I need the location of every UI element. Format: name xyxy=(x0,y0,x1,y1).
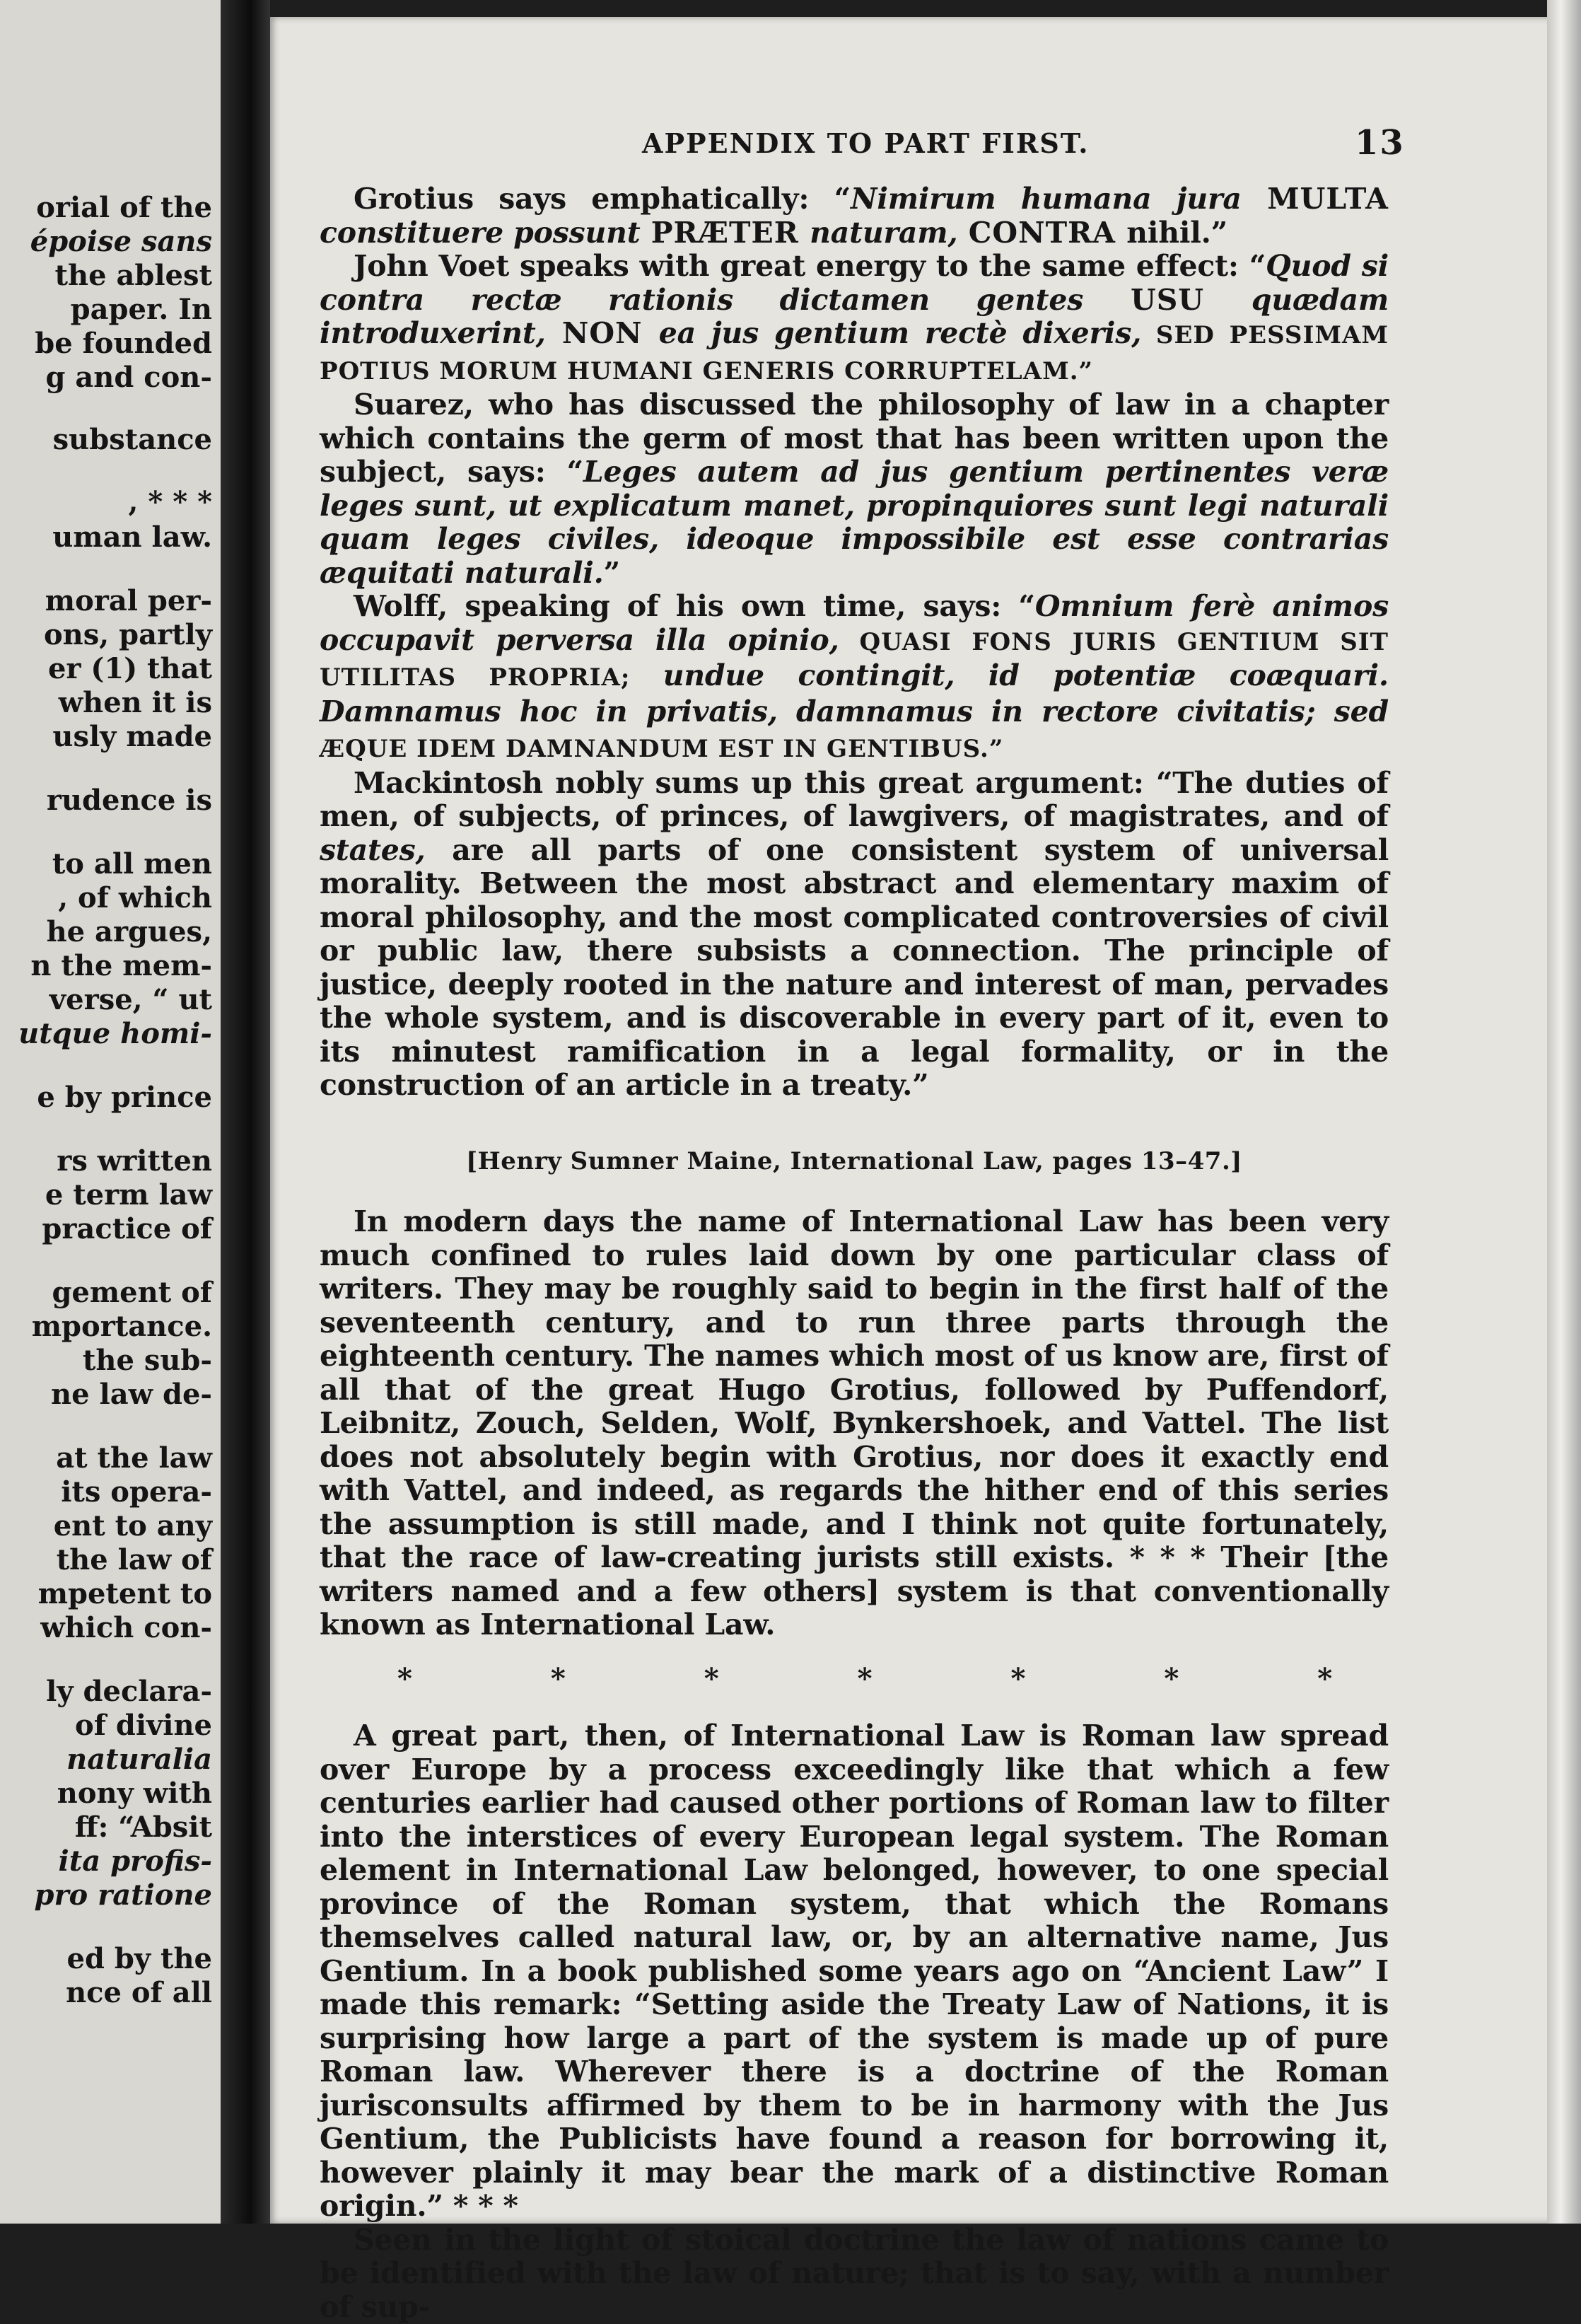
star-separator: * xyxy=(1317,1662,1332,1696)
running-header-title: APPENDIX TO PART FIRST. xyxy=(642,127,1089,159)
left-page-line: usly made xyxy=(52,720,212,754)
book-spine-gutter xyxy=(221,0,270,2224)
left-page-line: g and con- xyxy=(45,361,212,395)
star-separator: * xyxy=(858,1662,873,1696)
left-page-line: the ablest xyxy=(55,259,212,293)
left-page-line: er (1) that xyxy=(48,652,212,686)
page-edge xyxy=(1547,0,1581,2224)
paragraph-wolff: Wolff, speaking of his own time, says: “Omnium ferè animos occupavit perversa illa opinio, QUASI FONS JURIS GENTIUM SIT UTILITAS PROPRIA; undue contingit, id potentiæ coæquari. Damnamus hoc in privatis, damnamus in rectore civitatis; sed ÆQUE IDEM DAMNANDUM EST IN GENTIBUS.” xyxy=(320,590,1389,767)
star-separator: * xyxy=(704,1662,719,1696)
left-page-line: moral per- xyxy=(45,584,212,618)
paragraph-mackintosh: Mackintosh nobly sums up this great argument: “The duties of men, of subjects, of princes, of lawgivers, of magistrates, and of states, are all parts of one consistent system of universal morality. Between the most abstract and elementary maxim of moral philosophy, and the most complicated controversies of civil or public law, there subsists a connection. The principle of justice, deeply rooted in the nature and interest of man, pervades the whole system, and is discoverable in every part of it, even to its minutest ramification in a legal formality, or in the construction of an article in a treaty.” xyxy=(320,767,1389,1103)
left-page-line: ent to any xyxy=(54,1509,212,1543)
left-page-line: mpetent to xyxy=(38,1577,212,1611)
left-page-line: , of which xyxy=(58,881,212,915)
left-page-line: of divine xyxy=(75,1709,212,1743)
left-page-line: ons, partly xyxy=(44,618,212,652)
left-page-line: he argues, xyxy=(47,915,212,949)
left-page-line: rs written xyxy=(57,1144,212,1178)
left-page-line: its opera- xyxy=(61,1475,212,1509)
page-number: 13 xyxy=(1355,123,1405,163)
left-page-line: rudence is xyxy=(47,784,212,818)
left-page-line: e by prince xyxy=(37,1081,212,1115)
left-page-line: the sub- xyxy=(83,1344,212,1378)
left-page-line: ly declara- xyxy=(46,1675,212,1709)
star-separator: * xyxy=(551,1662,566,1696)
left-page-line: nce of all xyxy=(66,1976,212,2010)
left-page-line: verse, “ ut xyxy=(49,983,212,1017)
left-page-line: époise sans xyxy=(30,225,212,259)
left-page-line: n the mem- xyxy=(30,949,212,983)
left-page-line: substance xyxy=(53,423,212,457)
paragraph-modern-days: In modern days the name of International Law has been very much confined to rules laid down by one particular class of writers. They may be roughly said to begin in the first half of the seventeenth century, and to run three parts through the eighteenth century. The names which most of us know are, first of all that of the great Hugo Grotius, followed by Puffendorf, Leibnitz, Zouch, Selden, Wolf, Bynkershoek, and Vattel. The list does not absolutely begin with Grotius, nor does it exactly end with Vattel, and indeed, as regards the hither end of this series the assumption is still made, and I think not quite fortunately, that the race of law-creating jurists still exists. * * * Their [the writers named and a few others] system is that conventionally known as International Law. xyxy=(320,1205,1389,1642)
left-page-line: ed by the xyxy=(67,1942,213,1976)
paragraph-suarez: Suarez, who has discussed the philosophy of law in a chapter which contains the germ of most that has been written upon the subject, says: “Leges autem ad jus gentium pertinentes veræ leges sunt, ut explicatum manet, propinquiores sunt legi naturali quam leges civiles, ideoque impossibile est esse contrarias æquitati naturali.” xyxy=(320,388,1389,590)
left-page-line: the law of xyxy=(57,1543,212,1577)
paragraph-voet: John Voet speaks with great energy to the same effect: “Quod si contra rectæ rationis dictamen gentes USU quædam introduxerint, NON ea jus gentium rectè dixeris, SED PESSIMAM POTIUS MORUM HUMANI GENERIS CORRUPTELAM.” xyxy=(320,250,1389,388)
section-citation: [Henry Sumner Maine, International Law, pages 13–47.] xyxy=(320,1145,1389,1179)
left-page-line: orial of the xyxy=(36,191,212,225)
left-page-line: gement of xyxy=(52,1276,212,1310)
star-separator: * xyxy=(1011,1662,1026,1696)
section-break-stars xyxy=(320,1642,1389,1720)
left-page-line: ne law de- xyxy=(51,1378,212,1412)
left-page-line: to all men xyxy=(52,847,212,881)
left-page-line: naturalia xyxy=(66,1743,212,1777)
left-page-line: practice of xyxy=(42,1212,212,1246)
left-page-line: ita profis- xyxy=(59,1844,212,1878)
left-page-line: uman law. xyxy=(52,521,212,554)
left-page-line: ff: “Absit xyxy=(75,1811,212,1844)
star-separator: * xyxy=(1164,1662,1179,1696)
left-page-line: pro ratione xyxy=(34,1878,212,1912)
paragraph-roman-law: A great part, then, of International Law is Roman law spread over Europe by a process exceedingly like that which a few centuries earlier had caused other portions of Roman law to filter into the interstices of every European legal system. The Roman element in International Law belonged, however, to one special province of the Roman system, that which the Romans themselves called natural law, or, by an alternative name, Jus Gentium. In a book published some years ago on “Ancient Law” I made this remark: “Setting aside the Treaty Law of Nations, it is surprising how large a part of the system is made up of pure Roman law. Wherever there is a doctrine of the Roman jurisconsults affirmed by them to be in harmony with the Jus Gentium, the Publicists have found a reason for borrowing it, however plainly it may bear the mark of a distinctive Roman origin.” * * * xyxy=(320,1719,1389,2224)
left-facing-page xyxy=(0,0,221,2224)
left-page-line: paper. In xyxy=(71,293,212,327)
left-page-line: which con- xyxy=(40,1611,212,1645)
left-page-line: be founded xyxy=(35,327,212,361)
left-page-line: utque homi- xyxy=(18,1017,212,1051)
paragraph-grotius: Grotius says emphatically: “Nimirum humana jura MULTA constituere possunt PRÆTER naturam, CONTRA nihil.” xyxy=(320,182,1389,250)
left-page-line: mportance. xyxy=(32,1310,212,1344)
page-body xyxy=(320,182,1389,2324)
paragraph-stoical: Seen in the light of stoical doctrine the law of nations came to be identified with the law of nature; that is to say, with a number of sup- xyxy=(320,2224,1389,2324)
left-page-line: nony with xyxy=(57,1777,212,1811)
running-header xyxy=(642,123,1420,165)
left-page-line: when it is xyxy=(59,686,212,720)
star-separator: * xyxy=(397,1662,412,1696)
left-page-line: , * * * xyxy=(129,485,212,519)
left-page-line: at the law xyxy=(56,1441,212,1475)
left-page-line: e term law xyxy=(45,1178,212,1212)
